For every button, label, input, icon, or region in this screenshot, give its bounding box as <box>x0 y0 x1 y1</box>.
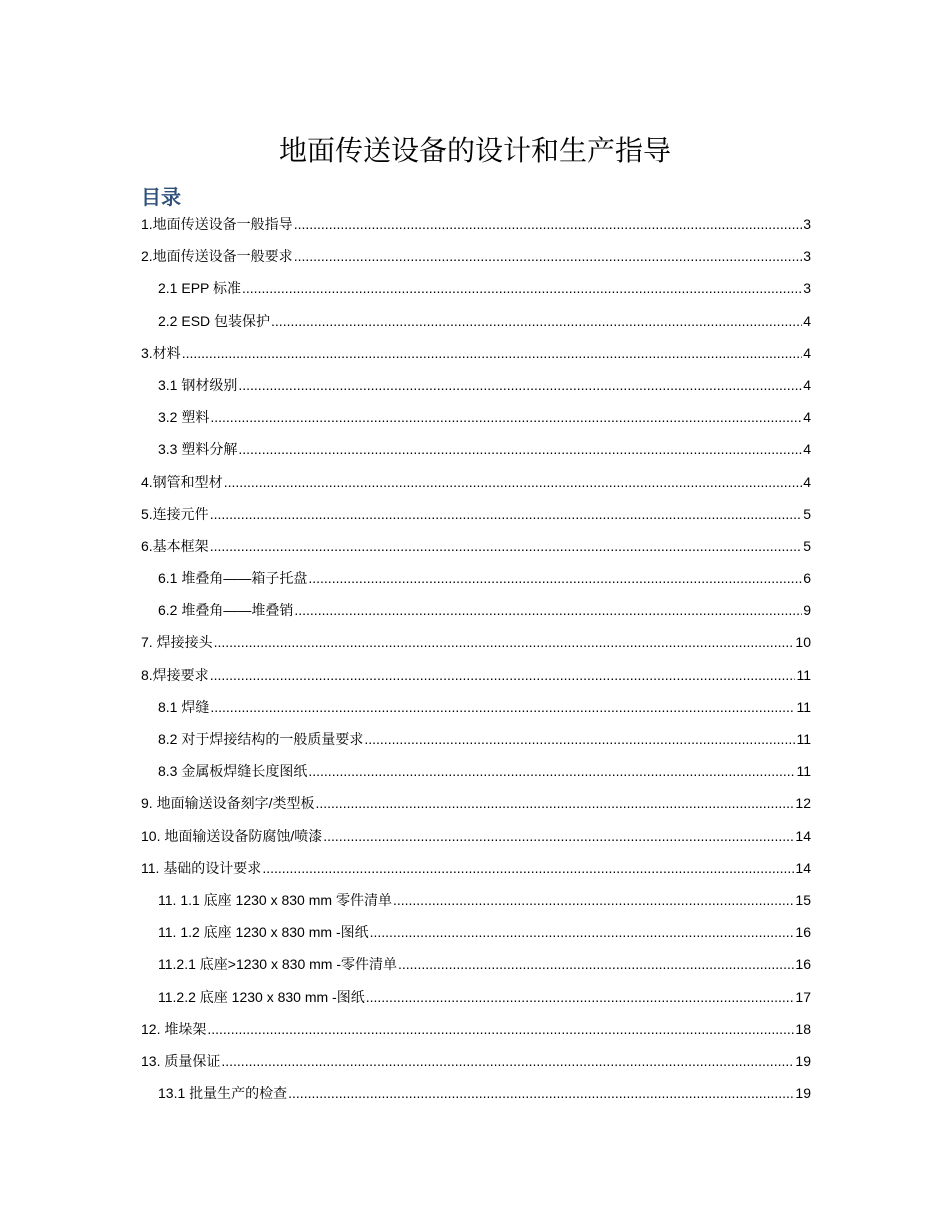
toc-entry-label[interactable]: 11. 1.1 底座 1230 x 830 mm 零件清单 <box>158 891 392 908</box>
toc-entry[interactable] <box>141 659 811 691</box>
toc-dot-leader <box>210 401 802 433</box>
toc-entry[interactable] <box>141 594 811 626</box>
toc-entry-page-number[interactable]: 18 <box>795 1020 811 1037</box>
toc-dot-leader <box>366 981 795 1013</box>
toc-entry[interactable] <box>141 723 811 755</box>
table-of-contents <box>141 208 811 1109</box>
toc-entry-label[interactable]: 1.地面传送设备一般指导 <box>141 216 293 232</box>
toc-entry[interactable] <box>141 1077 811 1109</box>
toc-entry-label[interactable]: 6.1 堆叠角——箱子托盘 <box>158 570 308 587</box>
toc-entry-page-number[interactable]: 14 <box>795 859 811 876</box>
toc-entry-label[interactable]: 11. 基础的设计要求 <box>141 859 262 876</box>
toc-entry[interactable] <box>141 626 811 658</box>
toc-entry-label[interactable]: 3.材料 <box>141 344 181 361</box>
toc-entry-page-number[interactable]: 19 <box>795 1085 811 1102</box>
toc-entry-label[interactable]: 6.基本框架 <box>141 537 209 554</box>
toc-dot-leader <box>308 755 795 787</box>
toc-dot-leader <box>308 562 802 594</box>
toc-entry-page-number[interactable]: 11 <box>796 698 811 715</box>
toc-entry-page-number[interactable]: 5 <box>803 505 811 522</box>
toc-dot-leader <box>288 1077 794 1109</box>
toc-entry[interactable] <box>141 530 811 562</box>
toc-entry[interactable] <box>141 787 811 819</box>
toc-dot-leader <box>393 884 794 916</box>
toc-entry-label[interactable]: 8.焊接要求 <box>141 666 209 683</box>
toc-entry-page-number[interactable]: 16 <box>795 956 811 973</box>
toc-dot-leader <box>398 948 794 980</box>
toc-dot-leader <box>214 626 795 658</box>
toc-dot-leader <box>210 498 803 530</box>
toc-dot-leader <box>224 466 803 498</box>
toc-heading: 目录 <box>141 187 181 209</box>
toc-entry[interactable] <box>141 272 811 304</box>
toc-entry[interactable] <box>141 208 811 240</box>
toc-entry-page-number[interactable]: 19 <box>795 1052 811 1069</box>
toc-dot-leader <box>370 916 795 948</box>
toc-dot-leader <box>262 852 794 884</box>
toc-entry-page-number[interactable]: 11 <box>796 731 811 747</box>
toc-entry-page-number[interactable]: 10 <box>795 634 811 651</box>
toc-dot-leader <box>294 594 802 626</box>
toc-entry-page-number[interactable]: 11 <box>796 666 811 683</box>
toc-entry[interactable] <box>141 305 811 337</box>
toc-entry-label[interactable]: 5.连接元件 <box>141 505 209 522</box>
toc-entry[interactable] <box>141 562 811 594</box>
toc-entry-label[interactable]: 8.1 焊缝 <box>158 698 210 715</box>
toc-dot-leader <box>210 659 796 691</box>
toc-dot-leader <box>221 1045 794 1077</box>
toc-entry[interactable] <box>141 433 811 465</box>
toc-dot-leader <box>323 820 794 852</box>
document-title: 地面传送设备的设计和生产指导 <box>278 133 671 167</box>
toc-entry-page-number[interactable]: 4 <box>803 312 811 329</box>
toc-entry[interactable] <box>141 369 811 401</box>
toc-entry-label[interactable]: 2.地面传送设备一般要求 <box>141 248 293 265</box>
toc-entry[interactable] <box>141 691 811 723</box>
toc-dot-leader <box>271 305 802 337</box>
toc-entry-page-number[interactable]: 11 <box>796 763 811 780</box>
toc-entry[interactable] <box>141 1045 811 1077</box>
toc-entry[interactable] <box>141 820 811 852</box>
toc-entry-label[interactable]: 3.3 塑料分解 <box>158 441 238 458</box>
toc-entry[interactable] <box>141 401 811 433</box>
toc-entry-page-number[interactable]: 6 <box>803 570 811 587</box>
toc-dot-leader <box>315 787 794 819</box>
toc-entry-page-number[interactable]: 4 <box>803 441 811 458</box>
toc-entry-page-number[interactable]: 4 <box>803 473 811 490</box>
toc-entry-label[interactable]: 13.1 批量生产的检查 <box>158 1085 288 1102</box>
toc-entry-page-number[interactable]: 17 <box>795 988 811 1005</box>
toc-entry[interactable] <box>141 240 811 272</box>
toc-dot-leader <box>210 691 795 723</box>
toc-entry-page-number[interactable]: 3 <box>803 248 811 265</box>
toc-entry-label[interactable]: 7. 焊接接头 <box>141 634 213 651</box>
toc-dot-leader <box>210 530 803 562</box>
toc-entry-page-number[interactable]: 12 <box>795 795 811 812</box>
toc-entry-label[interactable]: 10. 地面输送设备防腐蚀/喷漆 <box>141 827 323 844</box>
toc-entry-page-number[interactable]: 15 <box>795 891 811 908</box>
toc-entry-label[interactable]: 8.2 对于焊接结构的一般质量要求 <box>158 731 364 747</box>
toc-entry-label[interactable]: 11. 1.2 底座 1230 x 830 mm -图纸 <box>158 924 369 941</box>
toc-entry-page-number[interactable]: 5 <box>803 537 811 554</box>
toc-entry[interactable] <box>141 1013 811 1045</box>
toc-entry[interactable] <box>141 852 811 884</box>
toc-entry-label[interactable]: 11.2.2 底座 1230 x 830 mm -图纸 <box>158 988 365 1005</box>
toc-entry[interactable] <box>141 884 811 916</box>
toc-entry[interactable] <box>141 948 811 980</box>
toc-entry-label[interactable]: 2.2 ESD 包装保护 <box>158 312 271 329</box>
toc-entry-label[interactable]: 3.2 塑料 <box>158 409 210 426</box>
toc-entry[interactable] <box>141 916 811 948</box>
toc-entry-label[interactable]: 3.1 钢材级别 <box>158 376 238 393</box>
toc-dot-leader <box>238 369 802 401</box>
toc-entry-page-number[interactable]: 16 <box>795 924 811 941</box>
toc-entry-label[interactable]: 4.钢管和型材 <box>141 473 223 490</box>
toc-entry[interactable] <box>141 337 811 369</box>
toc-dot-leader <box>364 723 795 755</box>
toc-entry-label[interactable]: 12. 堆垛架 <box>141 1020 207 1037</box>
toc-entry-label[interactable]: 2.1 EPP 标准 <box>158 280 242 297</box>
toc-entry-page-number[interactable]: 4 <box>803 409 811 426</box>
toc-dot-leader <box>207 1013 794 1045</box>
toc-entry[interactable] <box>141 498 811 530</box>
toc-entry-label[interactable]: 13. 质量保证 <box>141 1052 221 1069</box>
toc-entry-label[interactable]: 11.2.1 底座>1230 x 830 mm -零件清单 <box>158 956 397 973</box>
toc-dot-leader <box>182 337 803 369</box>
toc-entry[interactable] <box>141 981 811 1013</box>
toc-entry-page-number[interactable]: 3 <box>803 280 811 297</box>
toc-dot-leader <box>238 433 802 465</box>
toc-entry-page-number[interactable]: 3 <box>803 216 811 232</box>
toc-dot-leader <box>294 240 803 272</box>
toc-entry-page-number[interactable]: 4 <box>803 344 811 361</box>
toc-entry-label[interactable]: 9. 地面输送设备刻字/类型板 <box>141 795 315 812</box>
toc-entry[interactable] <box>141 755 811 787</box>
toc-dot-leader <box>294 208 803 240</box>
toc-entry[interactable] <box>141 466 811 498</box>
toc-entry-page-number[interactable]: 14 <box>795 827 811 844</box>
toc-dot-leader <box>242 272 802 304</box>
toc-entry-label[interactable]: 6.2 堆叠角——堆叠销 <box>158 602 294 619</box>
toc-entry-label[interactable]: 8.3 金属板焊缝长度图纸 <box>158 763 308 780</box>
toc-entry-page-number[interactable]: 4 <box>803 376 811 393</box>
toc-entry-page-number[interactable]: 9 <box>803 602 811 619</box>
